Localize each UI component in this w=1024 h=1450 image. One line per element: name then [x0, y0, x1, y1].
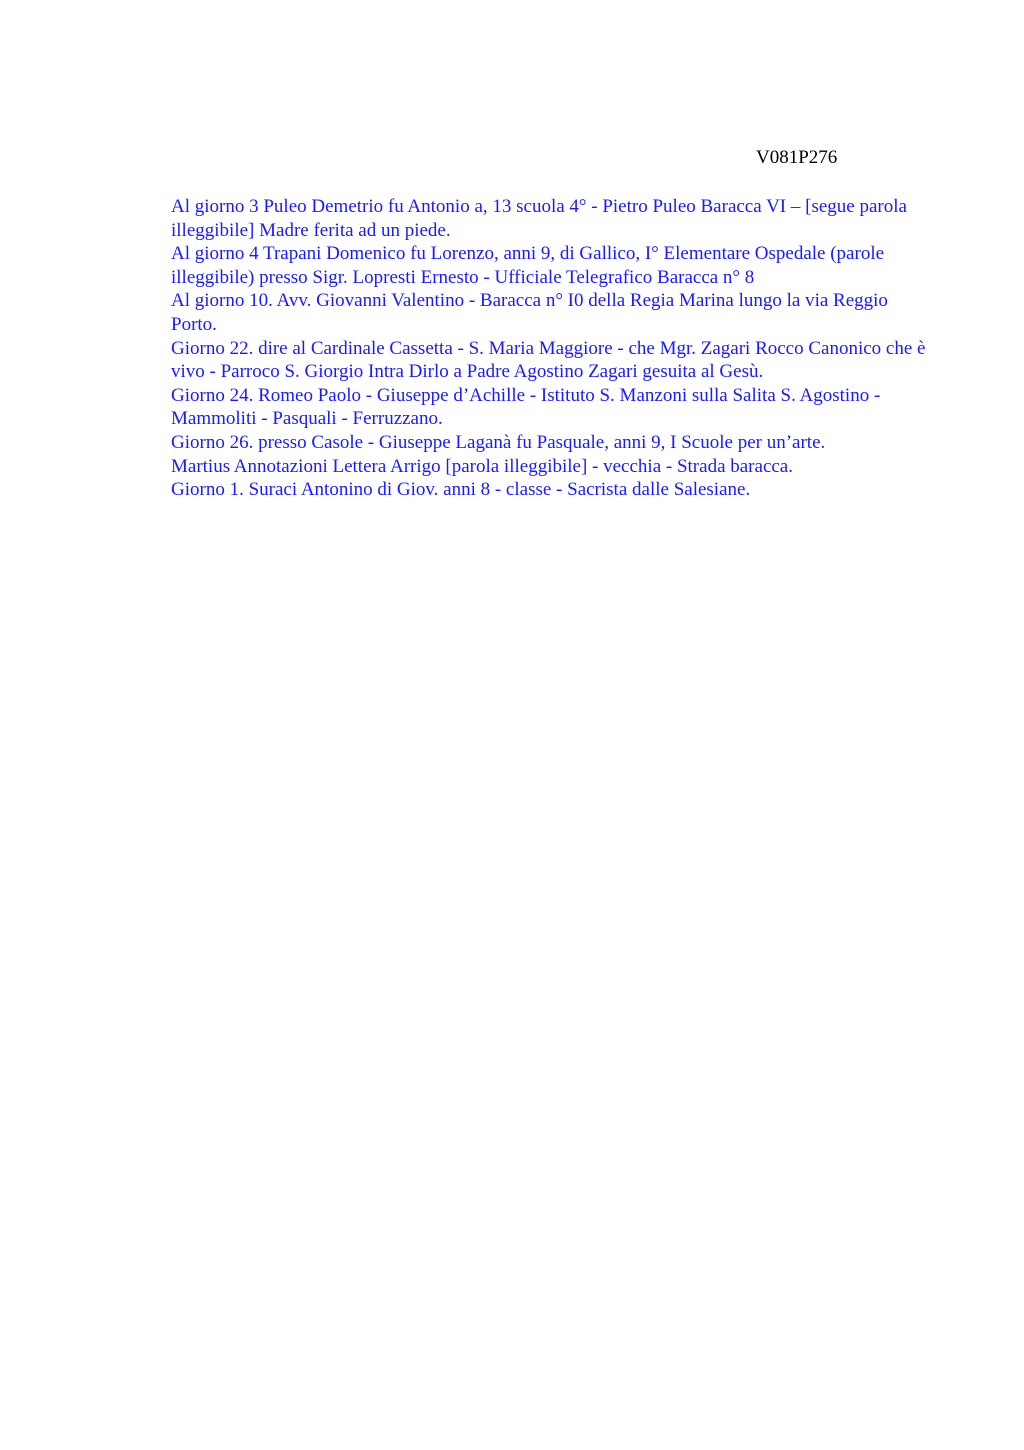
entry-day-4: Al giorno 4 Trapani Domenico fu Lorenzo, anni 9, di Gallico, I° Elementare Ospedale (parole illeggibile) presso Sigr. Lopresti Ernesto - Ufficiale Telegrafico Baracca n° 8	[171, 243, 885, 288]
entry-martius: Martius Annotazioni Lettera Arrigo [parola illeggibile] - vecchia - Strada baracca.	[171, 455, 793, 477]
transcription-body	[171, 195, 931, 502]
entry-day-1: Giorno 1. Suraci Antonino di Giov. anni 8 - classe - Sacrista dalle Salesiane.	[171, 479, 751, 501]
page-code: V081P276	[756, 147, 838, 168]
entry-day-3: Al giorno 3 Puleo Demetrio fu Antonio a, 13 scuola 4° - Pietro Puleo Baracca VI – [segue parola illeggibile] Madre ferita ad un piede.	[171, 196, 907, 241]
entry-day-22: Giorno 22. dire al Cardinale Cassetta - S. Maria Maggiore - che Mgr. Zagari Rocco Canonico che è vivo - Parroco S. Giorgio Intra Dirlo a Padre Agostino Zagari gesuita al Gesù.	[171, 337, 926, 383]
entry-day-26: Giorno 26. presso Casole - Giuseppe Laganà fu Pasquale, anni 9, I Scuole per un’arte.	[171, 431, 826, 453]
entry-day-10: Al giorno 10. Avv. Giovanni Valentino - Baracca n° I0 della Regia Marina lungo la via Reggio Porto.	[171, 290, 888, 335]
entry-day-24: Giorno 24. Romeo Paolo - Giuseppe d’Achille - Istituto S. Manzoni sulla Salita S. Agostino - Mammoliti - Pasquali - Ferruzzano.	[171, 384, 881, 430]
